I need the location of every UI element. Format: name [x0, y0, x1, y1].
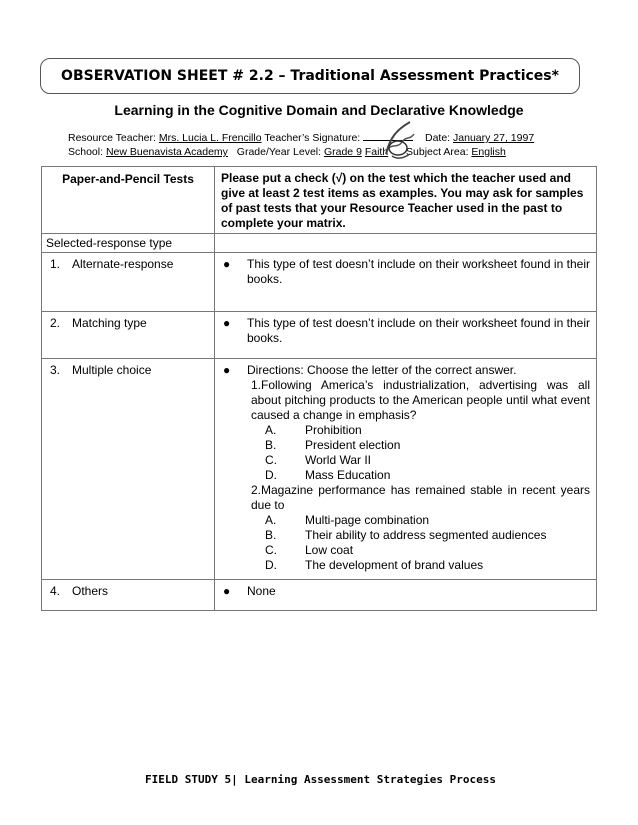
date-label: Date:	[424, 132, 451, 144]
row-label: Matching type	[72, 316, 147, 330]
resource-teacher-value: Mrs. Lucia L. Frencillo	[158, 132, 262, 144]
option-item: B. President election	[265, 438, 401, 452]
date-value: January 27, 1997	[453, 132, 535, 144]
school-label: School:	[68, 146, 104, 158]
row-label: Alternate-response	[72, 257, 174, 271]
option-item: C. World War II	[265, 453, 372, 467]
page-title: OBSERVATION SHEET # 2.2 – Traditional Assessment Practices*	[61, 68, 559, 84]
page-footer: FIELD STUDY 5| Learning Assessment Strategies Process	[145, 773, 496, 786]
option-item: D. Mass Education	[265, 468, 391, 482]
option-item: B. Their ability to address segmented audiences	[265, 528, 547, 542]
option-item: A. Prohibition	[265, 423, 362, 437]
table-header-row	[42, 167, 597, 234]
signature-label: Teacher’s Signature:	[264, 132, 361, 144]
bullet-icon: ●	[223, 316, 231, 330]
row-text: This type of test doesn’t include on their worksheet found in their books.	[247, 316, 590, 345]
question-1: 1.Following America’s industrialization, advertising was all about pitching products to the American people until what event caused a change in emphasis?	[251, 378, 590, 422]
row-text: This type of test doesn’t include on their worksheet found in their books.	[247, 257, 590, 286]
section-value: Faith	[364, 146, 389, 158]
question-2: 2.Magazine performance has remained stable in recent years due to	[251, 483, 590, 512]
title-box	[40, 58, 580, 94]
section-row	[42, 234, 597, 253]
resource-teacher-label: Resource Teacher:	[68, 132, 156, 144]
info-line-1	[68, 132, 534, 144]
row-text: None	[247, 584, 276, 598]
row-label: Multiple choice	[72, 363, 152, 377]
grade-label: Grade/Year Level:	[236, 146, 322, 158]
option-item: D. The development of brand values	[265, 558, 484, 572]
table-row	[42, 253, 597, 312]
subject-label: Subject Area:	[406, 146, 469, 158]
signature-icon	[380, 118, 420, 162]
table-row	[42, 359, 597, 580]
section-label: Selected-response type	[42, 234, 215, 253]
subject-value: English	[471, 146, 506, 158]
header-left-cell: Paper-and-Pencil Tests	[42, 167, 215, 234]
header-right-cell: Please put a check (√) on the test which the teacher used and give at least 2 test items as examples. You may ask for samples of past tests that your Resource Teacher used in the past to complete your matrix.	[215, 167, 597, 234]
info-line-2	[68, 146, 506, 158]
directions-text: Directions: Choose the letter of the correct answer.	[247, 363, 517, 377]
bullet-icon: ●	[223, 584, 231, 598]
row-number: 4.	[50, 584, 61, 598]
assessment-table	[41, 166, 597, 611]
table-row	[42, 312, 597, 359]
bullet-icon: ●	[223, 363, 231, 377]
option-item: C. Low coat	[265, 543, 354, 557]
row-number: 2.	[50, 316, 61, 330]
grade-value: Grade 9	[323, 146, 362, 158]
table-row	[42, 580, 597, 611]
bullet-icon: ●	[223, 257, 231, 271]
row-number: 1.	[50, 257, 61, 271]
option-item: A. Multi-page combination	[265, 513, 430, 527]
page-subtitle: Learning in the Cognitive Domain and Declarative Knowledge	[114, 102, 524, 118]
row-label: Others	[72, 584, 109, 598]
row-number: 3.	[50, 363, 61, 377]
school-value: New Buenavista Academy	[105, 146, 228, 158]
